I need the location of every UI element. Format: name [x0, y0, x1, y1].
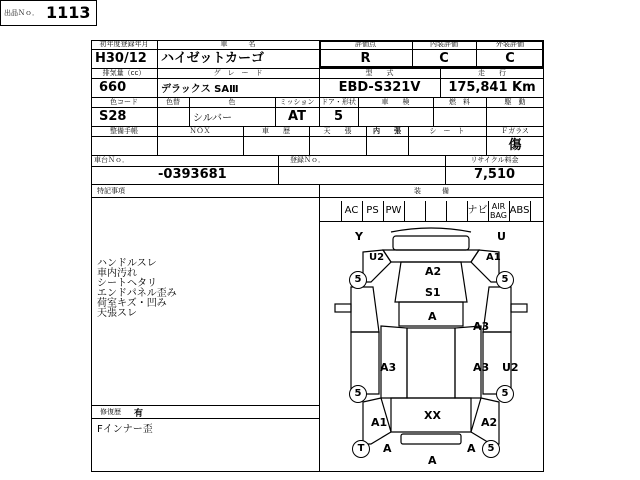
- front-grille-shape: [393, 236, 469, 250]
- tire-front-right: 5: [496, 271, 514, 289]
- mark-a2-bottom-right: A2: [481, 416, 498, 429]
- color-code-label: 色コード: [110, 98, 138, 106]
- equipment-item: AC: [344, 205, 359, 216]
- note-item: 車内汚れ: [97, 268, 137, 279]
- repair-note: Fインナー歪: [97, 424, 153, 435]
- note-item: エンドパネル歪み: [97, 288, 177, 299]
- fglass-value: 傷: [508, 138, 522, 153]
- right-mirror-shape: [511, 304, 527, 312]
- mark-u2-left: U2: [369, 252, 385, 263]
- grade-value: デラックス SAⅢ: [161, 84, 239, 95]
- sheet-label: シ ー ト: [429, 127, 465, 135]
- note-item: 天張スレ: [97, 308, 137, 319]
- tire-rear-left: 5: [349, 385, 367, 403]
- mark-u: U: [497, 230, 506, 243]
- doors-value: 5: [333, 109, 344, 124]
- equipment-item: AIR BAG: [489, 202, 508, 220]
- roof-shape: [407, 328, 455, 398]
- car-name-label: 車 名: [220, 40, 256, 48]
- lot-number-box: [0, 0, 97, 26]
- tire-front-left: 5: [349, 271, 367, 289]
- first-reg-value: H30/12: [95, 51, 147, 66]
- transmission-label: ミッション: [279, 98, 315, 106]
- rear-bumper-shape: [401, 434, 461, 444]
- lot-number-value: 1113: [46, 3, 91, 22]
- left-front-door-shape: [351, 287, 379, 332]
- recycle-value: 7,510: [473, 167, 516, 182]
- color-label: 色: [228, 98, 236, 106]
- mark-a2-top: A2: [425, 265, 442, 278]
- sunroof-label: 天 張: [323, 127, 352, 135]
- equipment-item: PW: [385, 205, 402, 216]
- door-shape-label: ドア・形状: [321, 98, 356, 106]
- mark-a-bottom-left: A: [383, 442, 392, 455]
- mark-s1: S1: [425, 286, 441, 299]
- special-notes-label: 特記事項: [97, 187, 125, 195]
- front-bumper-shape: [391, 228, 471, 232]
- displacement-value: 660: [99, 80, 127, 95]
- hood-shape: [383, 250, 479, 262]
- mark-a-bottom: A: [428, 454, 437, 467]
- model-type-label: 型 式: [365, 69, 394, 77]
- special-notes-list: [97, 259, 177, 319]
- maintenance-label: 整備手帳: [110, 127, 138, 135]
- note-item: ハンドルスレ: [97, 258, 157, 269]
- mileage-value: 175,841 Km: [448, 80, 536, 95]
- fuel-label: 燃 料: [449, 98, 470, 106]
- mark-u2-right: U2: [502, 361, 519, 374]
- color-code-value: S28: [99, 109, 127, 124]
- chassis-no-value: -0393681: [158, 167, 227, 182]
- mark-a3-left: A3: [380, 361, 397, 374]
- exterior-score-label: 外装評価: [496, 40, 524, 48]
- score-label: 評価点: [355, 40, 376, 48]
- mark-a-bottom-right: A: [467, 442, 476, 455]
- mileage-label: 走 行: [478, 69, 506, 77]
- interior-score-value: C: [439, 51, 449, 66]
- recycle-label: リサイクル料金: [470, 156, 519, 164]
- chassis-no-label: 車台Ｎｏ．: [94, 156, 129, 164]
- note-item: 荷室キズ・凹み: [97, 298, 167, 309]
- interior-score-label: 内装評価: [430, 40, 458, 48]
- grade-label: グ レ ー ド: [213, 69, 263, 77]
- interior-label: 内 張: [373, 127, 401, 135]
- equipment-label: 装 備: [414, 187, 449, 195]
- repair-history-label: 修復歴: [100, 408, 121, 416]
- mark-a3-right: A3: [473, 320, 490, 333]
- fglass-label: Ｆガラス: [501, 127, 529, 135]
- mark-a-center: A: [428, 310, 437, 323]
- equipment-item: ABS: [509, 205, 530, 216]
- mark-a1-bottom-left: A1: [371, 416, 388, 429]
- left-mirror-shape: [335, 304, 351, 312]
- mark-xx: XX: [424, 409, 441, 422]
- transmission-value: AT: [288, 109, 306, 124]
- exterior-score-value: C: [505, 51, 515, 66]
- history-label: 車 歴: [262, 127, 290, 135]
- equipment-item: PS: [366, 205, 379, 216]
- equipment-item: ナビ: [467, 205, 488, 216]
- repair-history-value: 有: [134, 409, 144, 419]
- note-item: シートヘタリ: [97, 278, 157, 289]
- drive-label: 駆 動: [504, 98, 526, 106]
- model-type-value: EBD-S321V: [338, 80, 421, 95]
- car-damage-diagram: [321, 222, 541, 468]
- mark-a3-right2: A3: [473, 361, 490, 374]
- color-type-label: 色替: [166, 98, 180, 106]
- car-name-value: ハイゼットカーゴ: [161, 51, 264, 66]
- nox-label: ＮＯＸ: [189, 127, 211, 135]
- first-reg-label: 初年度登録年月: [99, 40, 149, 48]
- inspection-label: 車 検: [381, 98, 410, 106]
- spare-right: 5: [482, 440, 500, 458]
- displacement-label: 排気量（cc）: [102, 69, 146, 77]
- spare-left: T: [352, 440, 370, 458]
- reg-no-label: 登録Ｎｏ．: [290, 156, 325, 164]
- color-value: シルバー: [193, 113, 233, 124]
- mark-y: Y: [355, 230, 363, 243]
- tire-rear-right: 5: [496, 385, 514, 403]
- mark-a1-top-right: A1: [486, 252, 501, 263]
- lot-number-label: 出品Ｎｏ．: [4, 9, 39, 17]
- score-value: R: [360, 51, 371, 66]
